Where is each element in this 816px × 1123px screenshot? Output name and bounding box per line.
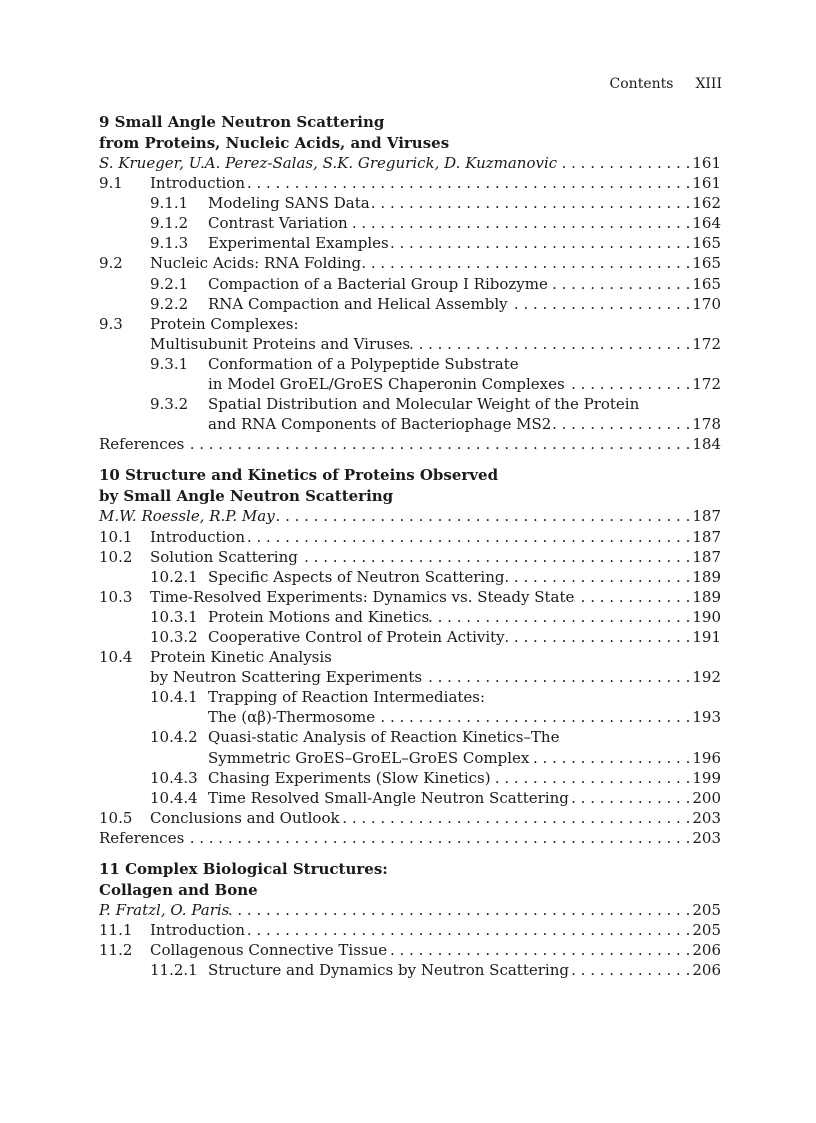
section-title: Solution Scattering (150, 547, 298, 566)
chapter-authors-row[interactable] (99, 506, 721, 526)
page-number: 203 (692, 828, 721, 847)
section-number: 9.3.1 (150, 354, 189, 373)
page-number: 189 (692, 567, 721, 586)
section-title: Protein Complexes: (150, 314, 299, 333)
section-number: 11.1 (99, 921, 133, 940)
toc-entry[interactable] (99, 960, 721, 980)
dot-leader (529, 748, 690, 768)
running-header (0, 76, 722, 92)
dot-leader (422, 667, 690, 687)
toc-entry-continuation[interactable] (99, 748, 721, 768)
toc-entry[interactable] (99, 768, 721, 788)
section-number: 10.4.4 (150, 788, 198, 807)
section-title: Spatial Distribution and Molecular Weight of the Protein (208, 395, 640, 414)
page-number: 164 (692, 214, 721, 233)
chapter-authors-row[interactable] (99, 153, 721, 173)
toc-entry-continuation[interactable] (99, 374, 721, 394)
section-number: 9.2.1 (150, 274, 189, 293)
toc-entry[interactable] (99, 808, 721, 828)
chapter-11 (99, 859, 721, 980)
page-number: 193 (692, 708, 721, 727)
section-number: 10.4 (99, 648, 133, 667)
dot-leader (569, 960, 690, 980)
dot-leader (548, 274, 690, 294)
section-title: Contrast Variation (208, 214, 348, 233)
section-title: Trapping of Reaction Intermediates: (208, 688, 486, 707)
dot-leader (569, 788, 691, 808)
toc-entry[interactable] (99, 213, 721, 233)
section-number: 9.1.1 (150, 194, 189, 213)
dot-leader (184, 434, 690, 454)
section-title: Compaction of a Bacterial Group I Ribozyme (208, 274, 548, 293)
section-number: 9.2 (99, 254, 123, 273)
page-number: 172 (692, 334, 721, 353)
toc-entry[interactable] (99, 627, 721, 647)
section-title: Protein Kinetic Analysis (150, 648, 332, 667)
dot-leader (275, 506, 691, 526)
toc-entry-continuation[interactable] (99, 667, 721, 687)
page-number: 187 (692, 527, 721, 546)
section-title: Time Resolved Small-Angle Neutron Scattering (208, 788, 569, 807)
toc-entry-continuation[interactable] (99, 334, 721, 354)
section-title: Introduction (150, 921, 245, 940)
section-title: Introduction (150, 527, 245, 546)
section-number: 10.3.2 (150, 627, 198, 646)
dot-leader (340, 808, 691, 828)
toc-entry[interactable] (99, 527, 721, 547)
section-number: 10.2.1 (150, 567, 198, 586)
section-title: RNA Compaction and Helical Assembly (208, 294, 508, 313)
toc-entry[interactable] (99, 253, 721, 273)
toc-entry[interactable] (99, 607, 721, 627)
page-number: 187 (692, 507, 721, 526)
section-title: Cooperative Control of Protein Activity (208, 627, 505, 646)
dot-leader (348, 213, 691, 233)
toc-entry[interactable] (99, 940, 721, 960)
page-number: 161 (692, 154, 721, 172)
dot-leader (410, 334, 690, 354)
section-title: Quasi-static Analysis of Reaction Kinetics–The (208, 728, 560, 747)
toc-entry[interactable] (99, 193, 721, 213)
chapter-title: by Small Angle Neutron Scattering (99, 486, 394, 505)
page-number: 184 (692, 435, 721, 454)
section-title: References (99, 435, 185, 454)
dot-leader (508, 294, 691, 314)
toc-entry[interactable] (99, 294, 721, 314)
chapter-authors: P. Fratzl, O. Paris (99, 901, 230, 919)
toc-entry[interactable] (99, 647, 721, 667)
header-title: Contents (609, 76, 674, 92)
section-title-continued: Multisubunit Proteins and Viruses (150, 334, 411, 353)
toc-entry[interactable] (99, 920, 721, 940)
dot-leader (229, 900, 690, 920)
section-number: 11.2.1 (150, 961, 198, 980)
page-number: 165 (692, 234, 721, 253)
section-title: Specific Aspects of Neutron Scattering (208, 567, 505, 586)
section-title: Structure and Dynamics by Neutron Scattering (208, 961, 569, 980)
chapter-title: from Proteins, Nucleic Acids, and Viruses (99, 133, 450, 152)
section-title-continued: The (αβ)-Thermosome (208, 708, 376, 727)
page-number: 203 (692, 808, 721, 827)
section-number: 9.3 (99, 314, 123, 333)
chapter-10 (99, 465, 721, 848)
toc-entry[interactable] (99, 547, 721, 567)
page-number: 172 (692, 375, 721, 394)
dot-leader (505, 627, 691, 647)
section-title-continued: by Neutron Scattering Experiments (150, 668, 423, 687)
section-title: Conformation of a Polypeptide Substrate (208, 354, 519, 373)
page-number: 162 (692, 194, 721, 213)
page-number: 191 (692, 627, 721, 646)
dot-leader (370, 193, 691, 213)
dot-leader (429, 607, 690, 627)
dot-leader (184, 828, 690, 848)
page-number: 206 (692, 941, 721, 960)
section-title: Conclusions and Outlook (150, 808, 340, 827)
section-number: 10.1 (99, 527, 133, 546)
dot-leader (245, 173, 690, 193)
toc-entry[interactable] (99, 687, 721, 707)
page-number: 192 (692, 668, 721, 687)
toc-entry[interactable] (99, 173, 721, 193)
toc-entry-continuation[interactable] (99, 707, 721, 727)
page-number: 178 (692, 415, 721, 434)
dot-leader (298, 547, 691, 567)
section-title: Time-Resolved Experiments: Dynamics vs. Steady State (150, 587, 575, 606)
dot-leader (574, 587, 690, 607)
page-number: 206 (692, 961, 721, 980)
dot-leader (389, 233, 691, 253)
table-of-contents (99, 112, 721, 991)
dot-leader (491, 768, 691, 788)
dot-leader (361, 253, 690, 273)
section-title-continued: and RNA Components of Bacteriophage MS2 (208, 415, 552, 434)
toc-entry[interactable] (99, 354, 721, 374)
section-number: 10.3.1 (150, 607, 198, 626)
page-number: 165 (692, 254, 721, 273)
section-number: 9.2.2 (150, 294, 189, 313)
toc-entry[interactable] (99, 587, 721, 607)
section-title: Collagenous Connective Tissue (150, 941, 388, 960)
dot-leader (557, 153, 690, 173)
page-number: 196 (692, 748, 721, 767)
section-number: 10.5 (99, 808, 133, 827)
dot-leader (551, 414, 690, 434)
chapter-authors: M.W. Roessle, R.P. May (99, 507, 275, 526)
dot-leader (245, 920, 690, 940)
dot-leader (565, 374, 691, 394)
toc-entry[interactable] (99, 394, 721, 414)
toc-entry[interactable] (99, 274, 721, 294)
toc-entry-continuation[interactable] (99, 414, 721, 434)
dot-leader (245, 527, 690, 547)
chapter-authors-row[interactable] (99, 900, 721, 920)
page-number: 165 (692, 274, 721, 293)
page-number: 205 (692, 921, 721, 940)
page-number: 200 (692, 788, 721, 807)
chapter-title: 10 Structure and Kinetics of Proteins Observed (99, 466, 499, 485)
toc-entry[interactable] (99, 567, 721, 587)
page-number: 161 (692, 174, 721, 193)
section-number: 9.1 (99, 174, 123, 193)
toc-entry[interactable] (99, 727, 721, 747)
section-number: 10.2 (99, 547, 133, 566)
section-number: 9.3.2 (150, 395, 189, 414)
page-number: 170 (692, 294, 721, 313)
page-number: 199 (692, 768, 721, 787)
chapter-authors: S. Krueger, U.A. Perez-Salas, S.K. Gregurick, D. Kuzmanovic (99, 154, 558, 172)
section-title: Chasing Experiments (Slow Kinetics) (208, 768, 491, 787)
page-number: 189 (692, 587, 721, 606)
references-entry[interactable] (99, 828, 721, 848)
toc-entry[interactable] (99, 233, 721, 253)
section-title: Modeling SANS Data (208, 194, 370, 213)
dot-leader (387, 940, 690, 960)
toc-entry[interactable] (99, 788, 721, 808)
chapter-title: 9 Small Angle Neutron Scattering (99, 113, 385, 131)
page-number: 205 (692, 901, 721, 919)
header-page-number: XIII (695, 76, 722, 92)
section-title: Experimental Examples (208, 234, 389, 253)
page-number: 190 (692, 607, 721, 626)
section-number: 10.4.1 (150, 688, 198, 707)
dot-leader (504, 567, 690, 587)
section-title: Protein Motions and Kinetics (208, 607, 430, 626)
section-number: 10.3 (99, 587, 133, 606)
section-title: Introduction (150, 174, 245, 193)
section-number: 11.2 (99, 941, 133, 960)
page-number: 187 (692, 547, 721, 566)
toc-entry[interactable] (99, 314, 721, 334)
chapter-9 (99, 112, 721, 454)
section-number: 10.4.3 (150, 768, 198, 787)
chapter-title: 11 Complex Biological Structures: (99, 860, 388, 878)
section-number: 10.4.2 (150, 728, 198, 747)
section-title-continued: in Model GroEL/GroES Chaperonin Complexes (208, 375, 565, 394)
section-number: 9.1.2 (150, 214, 189, 233)
dot-leader (375, 707, 690, 727)
section-title-continued: Symmetric GroES–GroEL–GroES Complex (208, 748, 530, 767)
section-title: Nucleic Acids: RNA Folding (150, 254, 362, 273)
section-title: References (99, 828, 185, 847)
chapter-title: Collagen and Bone (99, 880, 258, 899)
section-number: 9.1.3 (150, 234, 189, 253)
references-entry[interactable] (99, 434, 721, 454)
